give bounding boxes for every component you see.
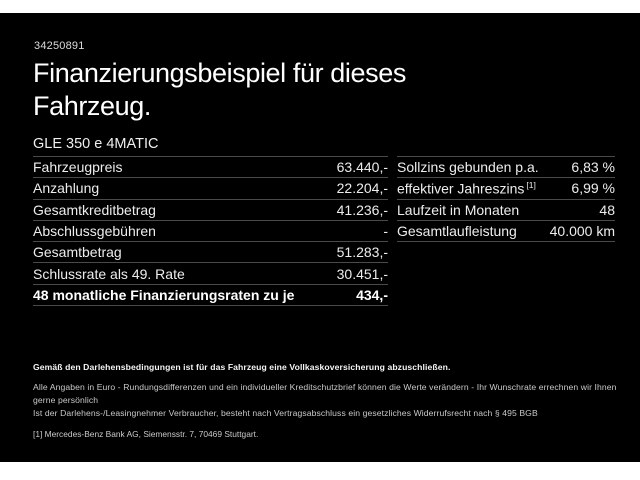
row-value: -	[383, 223, 388, 240]
table-row-gesamtkreditbetrag	[33, 200, 388, 221]
disclaimer-line-1: Alle Angaben in Euro - Rundungsdifferenzen und ein individueller Kreditschutzbrief können die Werte verändern - Ihr Wunschrate errechnen wir Ihnen gerne persönlich	[33, 382, 617, 405]
legal-footer	[33, 362, 618, 439]
vehicle-model-label: GLE 350 e 4MATIC	[33, 136, 159, 152]
footnote-marker: [1]	[526, 180, 536, 191]
financing-table-left	[33, 156, 388, 306]
table-row-fahrzeugpreis	[33, 157, 388, 178]
row-value: 6,83 %	[571, 159, 615, 176]
table-row-effektiver-jahreszins	[397, 178, 615, 199]
table-row-monatliche-raten	[33, 285, 388, 306]
row-value: 22.204,-	[336, 180, 388, 197]
row-value: 434,-	[356, 286, 388, 303]
bank-footnote: [1] Mercedes-Benz Bank AG, Siemensstr. 7, 70469 Stuttgart.	[33, 429, 259, 439]
page-title-line2: Fahrzeug.	[33, 91, 151, 121]
row-value: 41.236,-	[336, 201, 388, 218]
table-row-abschlussgebuehren	[33, 221, 388, 242]
page-title	[33, 57, 406, 123]
table-row-schlussrate	[33, 263, 388, 284]
row-label: Gesamtkreditbetrag	[33, 201, 156, 218]
row-value: 30.451,-	[336, 265, 388, 282]
table-row-laufzeit	[397, 200, 615, 221]
row-label: effektiver Jahreszins [1]	[397, 180, 536, 197]
table-row-sollzins	[397, 157, 615, 178]
disclaimer-line-2: Ist der Darlehens-/Leasingnehmer Verbraucher, besteht nach Vertragsabschluss ein gesetzliches Widerrufsrecht nach § 495 BGB	[33, 408, 538, 418]
row-label: Gesamtbetrag	[33, 244, 122, 261]
offer-reference-number: 34250891	[34, 40, 85, 52]
row-label: Anzahlung	[33, 180, 100, 197]
row-value: 48	[599, 201, 615, 218]
row-value: 63.440,-	[336, 159, 388, 176]
row-label: Schlussrate als 49. Rate	[33, 265, 185, 282]
row-label: Abschlussgebühren	[33, 223, 156, 240]
table-row-gesamtlaufleistung	[397, 221, 615, 242]
insurance-requirement-note: Gemäß den Darlehensbedingungen ist für das Fahrzeug eine Vollkaskoversicherung abzuschließen.	[33, 362, 451, 372]
row-value: 6,99 %	[571, 180, 615, 197]
row-label: Sollzins gebunden p.a.	[397, 159, 539, 176]
table-row-anzahlung	[33, 178, 388, 199]
row-label: Fahrzeugpreis	[33, 159, 123, 176]
row-value: 40.000 km	[549, 223, 615, 240]
table-row-gesamtbetrag	[33, 242, 388, 263]
row-label: 48 monatliche Finanzierungsraten zu je	[33, 286, 295, 303]
row-label: Gesamtlaufleistung	[397, 223, 517, 240]
page-title-line1: Finanzierungsbeispiel für dieses	[33, 58, 406, 88]
row-label: Laufzeit in Monaten	[397, 201, 520, 218]
financing-table-right	[397, 156, 615, 242]
row-value: 51.283,-	[336, 244, 388, 261]
financing-example-panel	[0, 13, 640, 462]
